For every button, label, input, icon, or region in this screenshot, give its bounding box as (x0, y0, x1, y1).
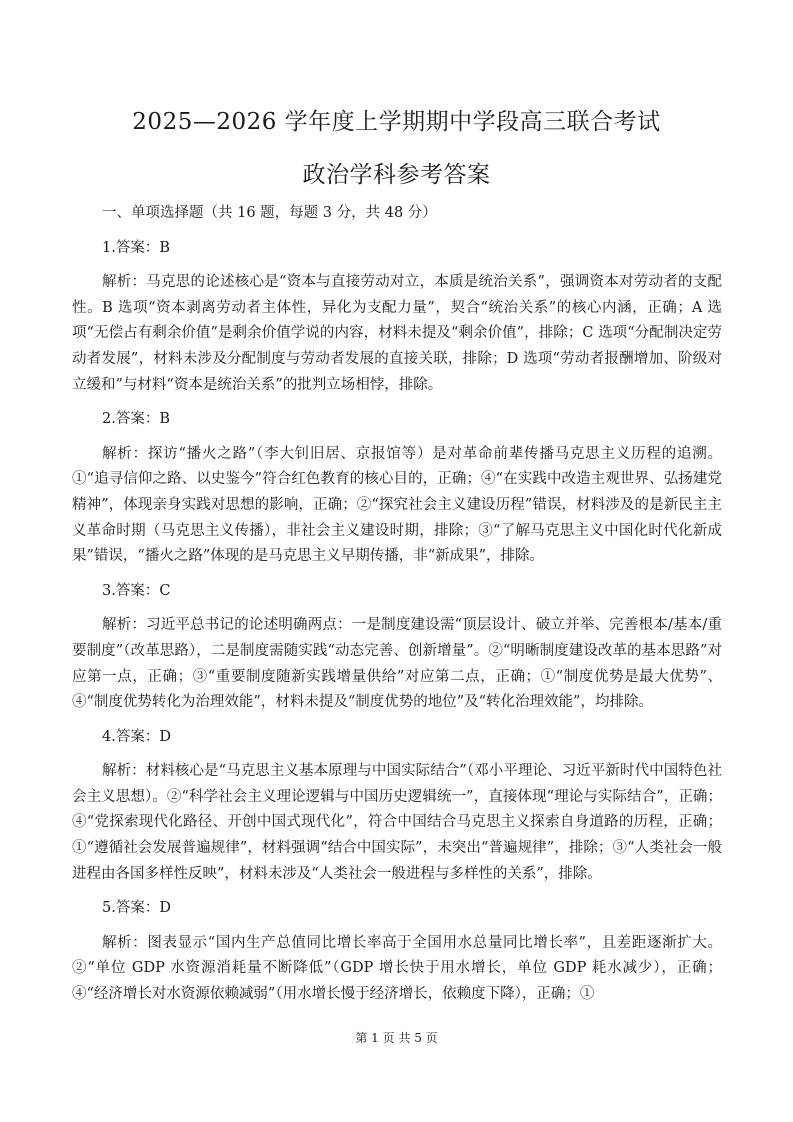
analysis-paragraph: 解析：马克思的论述核心是“资本与直接劳动对立，本质是统治关系”，强调资本对劳动者的支配性。B 选项“资本剥离劳动者主体性，异化为支配力量”，契合“统治关系”的核心内涵，正确；A 选项“无偿占有剩余价值”是剩余价值学说的内容，材料未提及“剩余价值”，排除；C 选项“分配制决定劳动者发展”，材料未涉及分配制度与劳动者发展的直接关联，排除；D 选项“劳动者报酬增加、阶级对立缓和”与材料“资本是统治关系”的批判立场相悖，排除。 (72, 274, 722, 393)
question-block-2 (72, 407, 722, 570)
analysis-paragraph: 解析：探访“播火之路”（李大钊旧居、京报馆等）是对革命前辈传播马克思主义历程的追溯。①“追寻信仰之路、以史鉴今”符合红色教育的核心目的，正确；④“在实践中改造主观世界、弘扬建党精神”，体现亲身实践对思想的影响，正确；②“探究社会主义建设历程”错误，材料涉及的是新民主主义革命时期（马克思主义传播），非社会主义建设时期，排除；③“了解马克思主义中国化时代化新成果”错误，“播火之路”体现的是马克思主义早期传播，非“新成果”，排除。 (72, 445, 722, 565)
page-number: 第 1 页 共 5 页 (355, 1031, 438, 1045)
question-block-4 (72, 725, 722, 888)
answer-line: 3.答案：C (102, 582, 171, 599)
answer-key-title: 政治学科参考答案 (302, 162, 491, 188)
analysis-paragraph: 解析：图表显示“国内生产总值同比增长率高于全国用水总量同比增长率”，且差距逐渐扩大。②“单位 GDP 水资源消耗量不断降低”（GDP 增长快于用水增长，单位 GDP 耗水减少），正确；④“经济增长对水资源依赖减弱”（用水增长慢于经济增长，依赖度下降），正确；① (72, 934, 722, 1003)
answer-line: 1.答案：B (102, 239, 170, 256)
exam-title: 2025—2026 学年度上学期期中学段高三联合考试 (132, 109, 661, 135)
question-block-5 (72, 896, 722, 1007)
analysis-paragraph: 解析：材料核心是“马克思主义基本原理与中国实际结合”（邓小平理论、习近平新时代中国特色社会主义思想）。②“科学社会主义理论逻辑与中国历史逻辑统一”，直接体现“理论与实际结合”，正确；④“党探索现代化路径、开创中国式现代化”，符合中国结合马克思主义探索自身道路的历程，正确；①“遵循社会发展普遍规律”，材料强调“结合中国实际”，未突出“普遍规律”，排除；③“人类社会一般进程由各国多样性反映”，材料未涉及“人类社会一般进程与多样性的关系”，排除。 (72, 763, 722, 882)
analysis-paragraph: 解析：习近平总书记的论述明确两点：一是制度建设需“顶层设计、破立并举、完善根本/基本/重要制度”（改革思路），二是制度需随实践“动态完善、创新增量”。②“明晰制度建设改革的基本思路”对应第一点，正确；③“重要制度随新实践增量供给”对应第二点，正确；①“制度优势是最大优势”、④“制度优势转化为治理效能”，材料未提及“制度优势的地位”及“转化治理效能”，均排除。 (72, 617, 722, 711)
answer-line: 2.答案：B (102, 411, 170, 428)
section-heading: 一、单项选择题（共 16 题，每题 3 分，共 48 分） (102, 205, 437, 221)
answer-content (72, 201, 722, 1017)
question-block-3 (72, 579, 722, 716)
question-block-1 (72, 236, 722, 399)
answer-line: 5.答案：D (102, 900, 171, 917)
answer-line: 4.答案：D (102, 728, 171, 745)
